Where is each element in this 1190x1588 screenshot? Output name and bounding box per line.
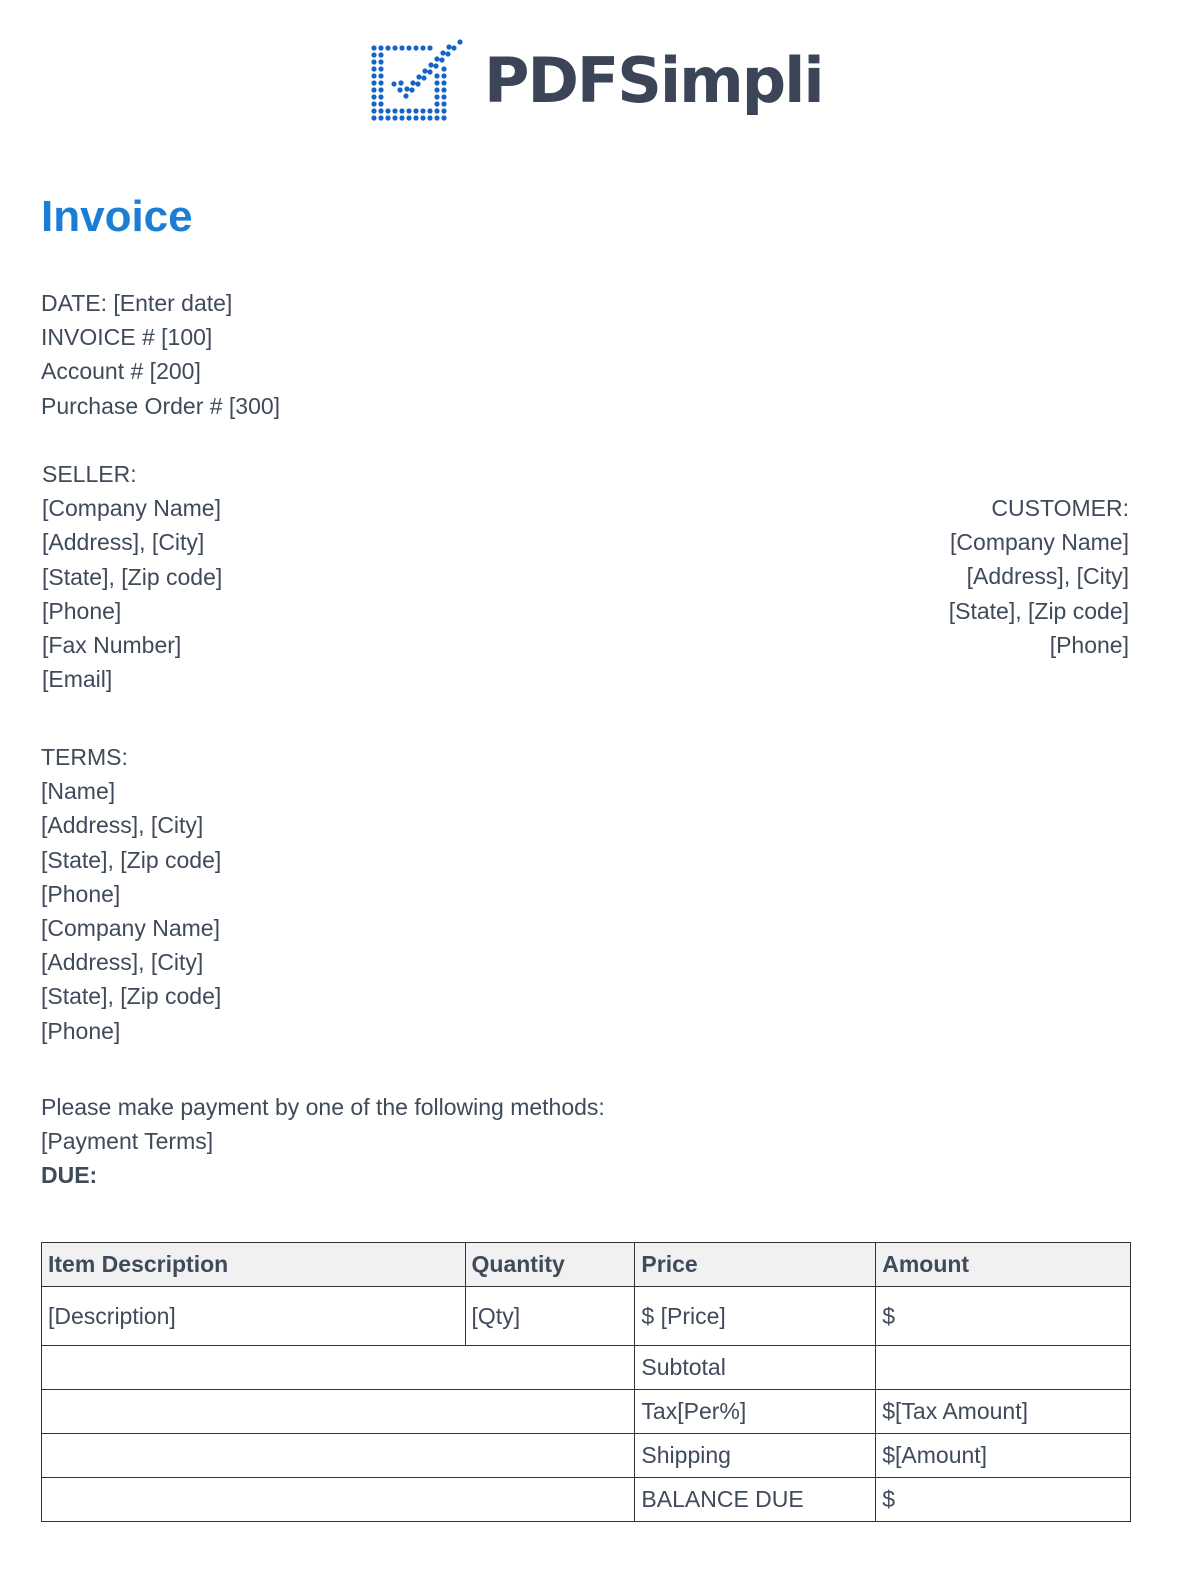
- dotted-checkbox-icon: [370, 36, 466, 126]
- payment-terms: [Payment Terms]: [41, 1128, 214, 1155]
- payment-block: [41, 1090, 605, 1193]
- customer-address: [Address], [City]: [966, 563, 1129, 590]
- customer-state-zip: [State], [Zip code]: [948, 597, 1129, 624]
- shipping-row: [42, 1434, 1131, 1478]
- blank-cell: [42, 1390, 635, 1434]
- shipping-label: Shipping: [635, 1434, 876, 1478]
- blank-cell: [42, 1434, 635, 1478]
- terms-block: [41, 740, 221, 1048]
- invoice-date: DATE: [Enter date]: [41, 290, 233, 316]
- blank-cell: [42, 1346, 635, 1390]
- shipping-value: $[Amount]: [876, 1434, 1131, 1478]
- header-quantity: Quantity: [465, 1243, 635, 1287]
- customer-company: [Company Name]: [950, 529, 1129, 556]
- seller-address: [Address], [City]: [42, 529, 205, 556]
- tax-label: Tax[Per%]: [635, 1390, 876, 1434]
- document-title: Invoice: [41, 192, 193, 241]
- tax-value: $[Tax Amount]: [876, 1390, 1131, 1434]
- seller-heading: SELLER:: [42, 461, 137, 487]
- terms-heading: TERMS:: [41, 744, 128, 770]
- invoice-info: [41, 286, 280, 423]
- terms-line: [State], [Zip code]: [41, 846, 222, 873]
- item-quantity-cell: [Qty]: [465, 1287, 635, 1346]
- terms-line: [Phone]: [41, 880, 121, 907]
- terms-line: [Phone]: [41, 1017, 121, 1044]
- customer-heading: CUSTOMER:: [991, 495, 1129, 521]
- balance-due-row: [42, 1478, 1131, 1522]
- terms-line: [Address], [City]: [41, 812, 204, 839]
- seller-block: [42, 457, 222, 696]
- balance-due-value: $: [876, 1478, 1131, 1522]
- balance-due-label: BALANCE DUE: [635, 1478, 876, 1522]
- invoice-number: INVOICE # [100]: [41, 324, 213, 351]
- seller-fax: [Fax Number]: [42, 632, 182, 659]
- terms-line: [Company Name]: [41, 915, 220, 942]
- item-price-cell: $ [Price]: [635, 1287, 876, 1346]
- blank-cell: [42, 1478, 635, 1522]
- table-row: [42, 1287, 1131, 1346]
- seller-phone: [Phone]: [42, 597, 122, 624]
- header-item-description: Item Description: [42, 1243, 466, 1287]
- header-price: Price: [635, 1243, 876, 1287]
- customer-phone: [Phone]: [1049, 631, 1129, 658]
- subtotal-row: [42, 1346, 1131, 1390]
- seller-state-zip: [State], [Zip code]: [42, 563, 223, 590]
- item-description-cell: [Description]: [42, 1287, 466, 1346]
- terms-line: [Address], [City]: [41, 949, 204, 976]
- invoice-items-table: [41, 1242, 1131, 1522]
- item-amount-cell: $: [876, 1287, 1131, 1346]
- customer-block: [949, 491, 1129, 662]
- account-number: Account # [200]: [41, 358, 201, 385]
- subtotal-value: [876, 1346, 1131, 1390]
- payment-instruction: Please make payment by one of the following methods:: [41, 1094, 605, 1120]
- subtotal-label: Subtotal: [635, 1346, 876, 1390]
- header-amount: Amount: [876, 1243, 1131, 1287]
- seller-company: [Company Name]: [42, 495, 221, 522]
- tax-row: [42, 1390, 1131, 1434]
- due-label: DUE:: [41, 1162, 98, 1189]
- brand-name: PDFSimpli: [484, 44, 823, 117]
- terms-line: [Name]: [41, 778, 116, 805]
- brand-logo: [370, 36, 823, 126]
- purchase-order-number: Purchase Order # [300]: [41, 392, 281, 419]
- seller-email: [Email]: [42, 666, 113, 693]
- table-header-row: [42, 1243, 1131, 1287]
- terms-line: [State], [Zip code]: [41, 983, 222, 1010]
